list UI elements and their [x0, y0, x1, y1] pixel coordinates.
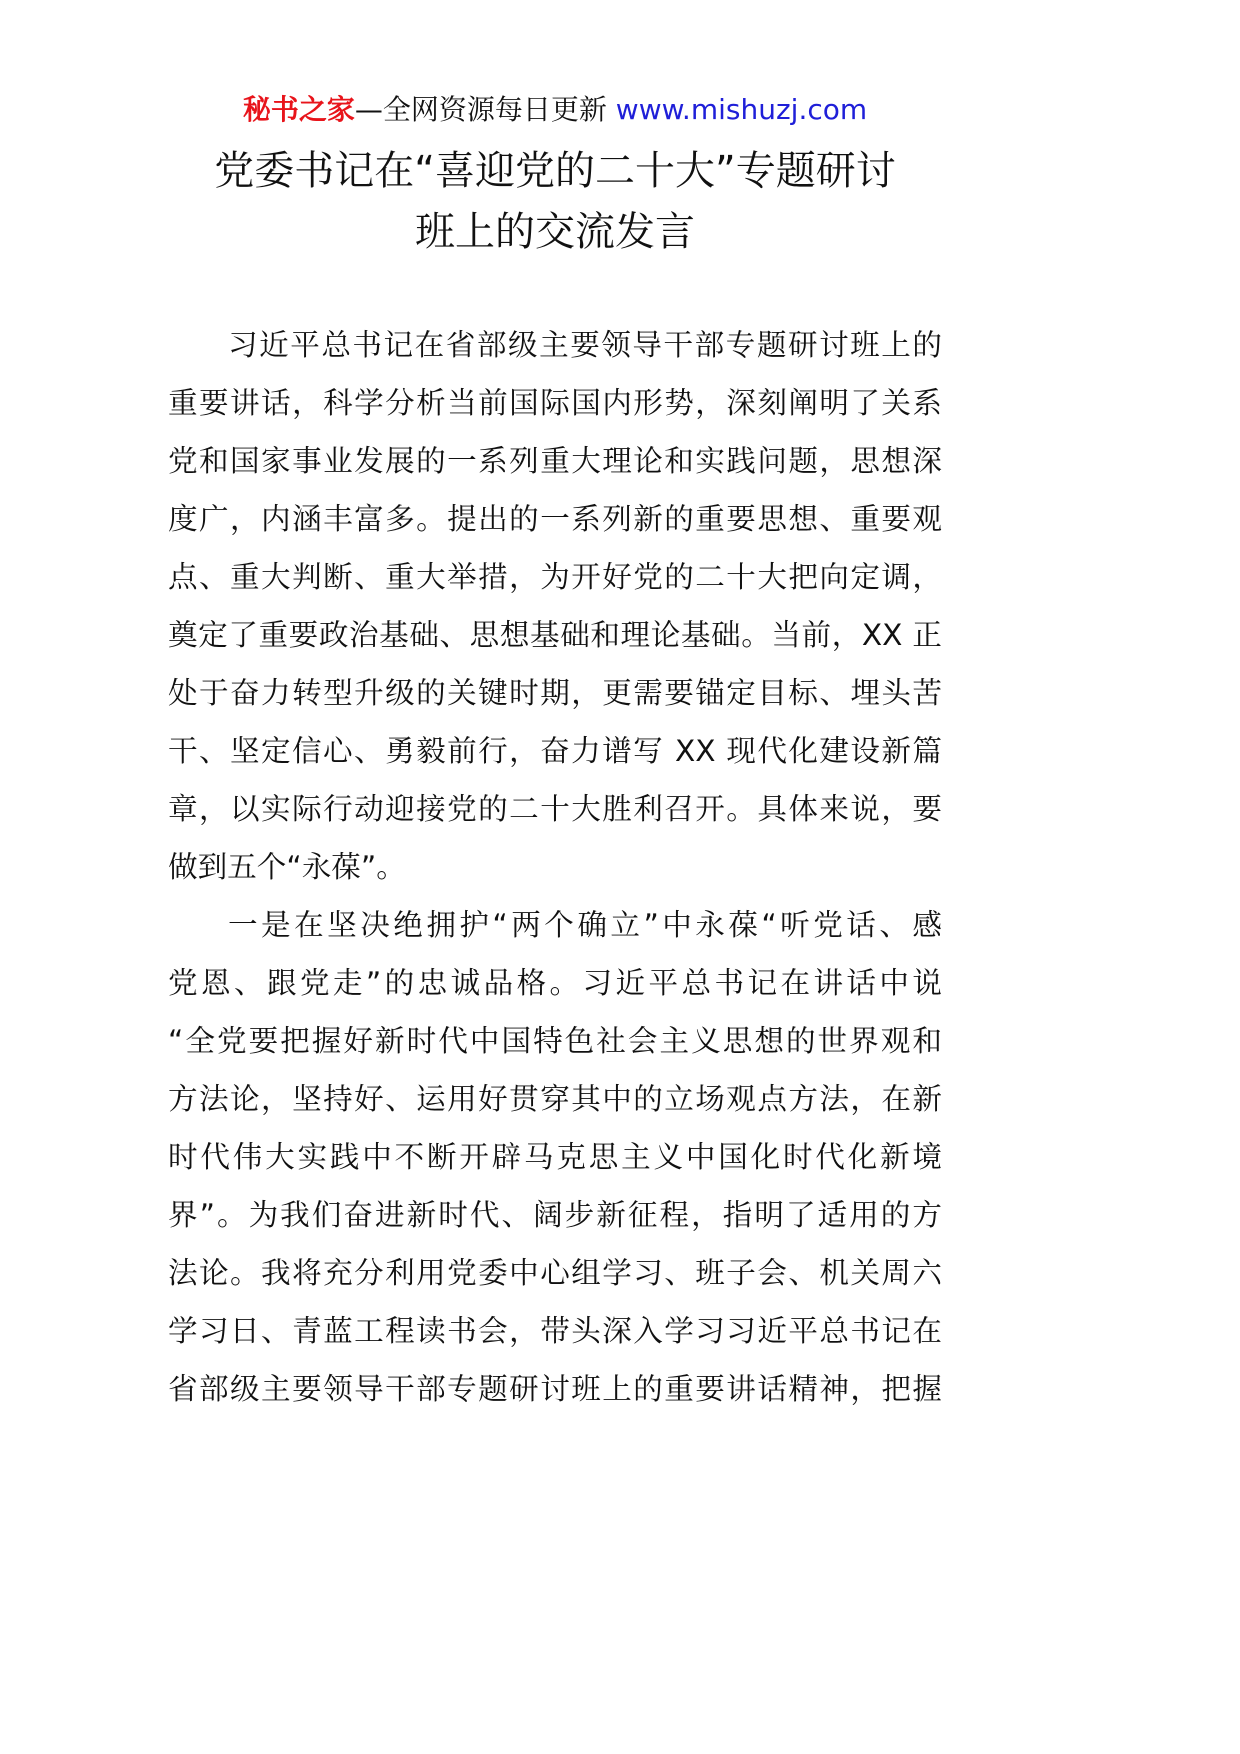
paragraph-line: 做到五个“永葆”。: [168, 850, 406, 884]
paragraph-line: 学习日、青蓝工程读书会，带头深入学习习近平总书记在: [168, 1314, 942, 1348]
body-paragraph: [168, 896, 942, 1418]
paragraph-line: 党恩、跟党走”的忠诚品格。习近平总书记在讲话中说: [168, 966, 942, 1000]
paragraph-line: 奠定了重要政治基础、思想基础和理论基础。当前，XX 正: [168, 618, 942, 652]
site-header: [168, 92, 942, 128]
title-line: 党委书记在“喜迎党的二十大”专题研讨: [214, 148, 896, 194]
paragraph-line: 时代伟大实践中不断开辟马克思主义中国化时代化新境: [168, 1140, 942, 1174]
paragraph-line: 党和国家事业发展的一系列重大理论和实践问题，思想深: [168, 444, 942, 478]
paragraph-line: 法论。我将充分利用党委中心组学习、班子会、机关周六: [168, 1256, 942, 1290]
paragraph-line: 省部级主要领导干部专题研讨班上的重要讲话精神，把握: [168, 1372, 942, 1406]
body-paragraph: [168, 316, 942, 896]
paragraph-line: 度广，内涵丰富多。提出的一系列新的重要思想、重要观: [168, 502, 942, 536]
paragraph-line: 章，以实际行动迎接党的二十大胜利召开。具体来说，要: [168, 792, 942, 826]
paragraph-line: 习近平总书记在省部级主要领导干部专题研讨班上的: [228, 328, 942, 362]
title-line: 班上的交流发言: [415, 209, 695, 255]
paragraph-line: 重要讲话，科学分析当前国际国内形势，深刻阐明了关系: [168, 386, 942, 420]
site-tagline: —全网资源每日更新: [354, 93, 607, 126]
paragraph-line: “全党要把握好新时代中国特色社会主义思想的世界观和: [168, 1024, 942, 1058]
paragraph-line: 方法论，坚持好、运用好贯穿其中的立场观点方法，在新: [168, 1082, 942, 1116]
document-title: [168, 141, 942, 263]
site-url: www.mishuzj.com: [615, 93, 868, 126]
paragraph-line: 界”。为我们奋进新时代、阔步新征程，指明了适用的方: [168, 1198, 942, 1232]
paragraph-line: 处于奋力转型升级的关键时期，更需要锚定目标、埋头苦: [168, 676, 942, 710]
site-brand: 秘书之家: [242, 93, 355, 126]
paragraph-line: 一是在坚决绝拥护“两个确立”中永葆“听党话、感: [228, 908, 942, 942]
paragraph-line: 干、坚定信心、勇毅前行，奋力谱写 XX 现代化建设新篇: [168, 734, 942, 768]
paragraph-line: 点、重大判断、重大举措，为开好党的二十大把向定调，: [168, 560, 942, 594]
document-body: [168, 316, 942, 1418]
